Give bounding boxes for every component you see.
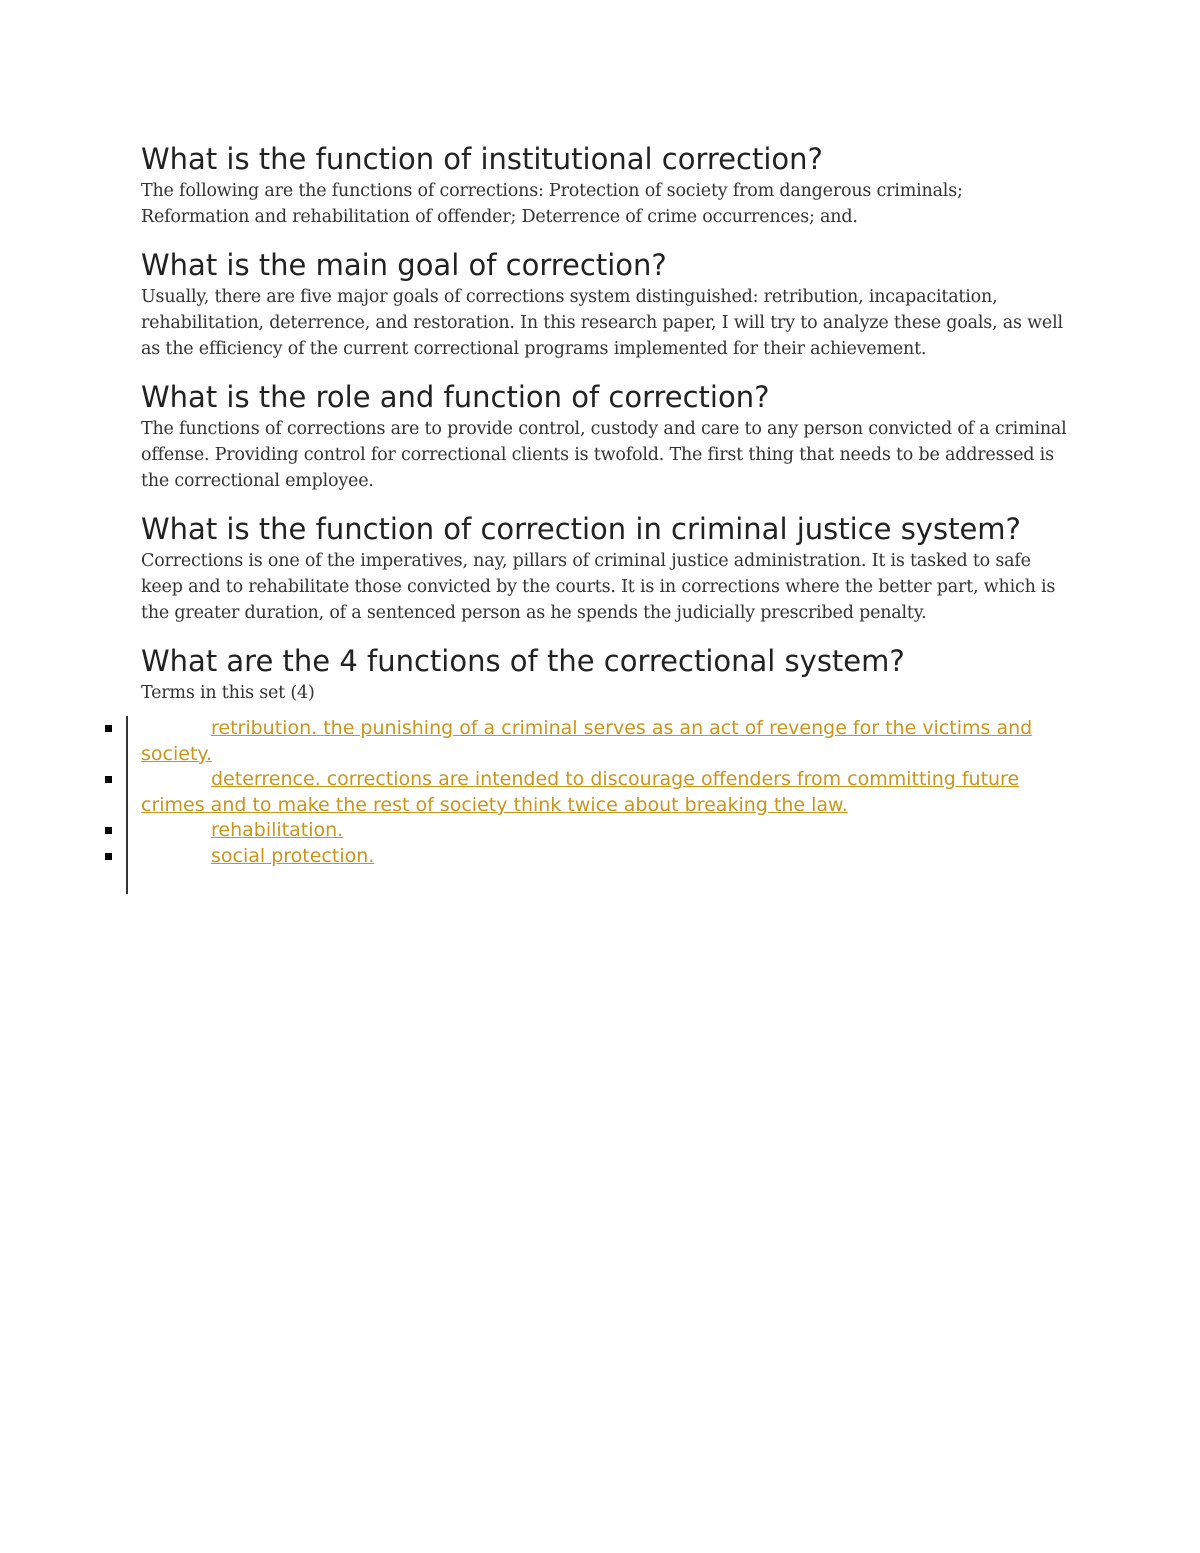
functions-list-container: [141, 716, 1071, 869]
section-body: The following are the functions of corrections: Protection of society from dangerous criminals; Reformation and rehabilitation of offender; Deterrence of crime occurrences; and.: [141, 181, 963, 227]
list-item-link[interactable]: rehabilitation.: [211, 819, 344, 841]
section-body: Terms in this set (4): [141, 683, 315, 703]
list-item-link[interactable]: social protection.: [211, 844, 375, 867]
list-item: [141, 716, 1071, 767]
section-body: The functions of corrections are to provide control, custody and care to any person convicted of a criminal offense. Providing control for correctional clients is twofold. The first thing that needs to be addressed is the correctional employee.: [141, 419, 1067, 491]
section-heading: What is the main goal of correction?: [141, 248, 667, 282]
list-margin-bar: [126, 716, 128, 894]
square-bullet-icon: [105, 725, 112, 732]
list-item-link[interactable]: retribution. the punishing of a criminal serves as an act of revenge for the victims and society.: [141, 717, 1033, 765]
section-heading: What is the function of institutional correction?: [141, 142, 823, 176]
functions-list: [141, 716, 1071, 869]
section-role-function: [141, 378, 1071, 494]
section-body: Usually, there are five major goals of corrections system distinguished: retribution, incapacitation, rehabilitation, deterrence, and restoration. In this research paper, I will try to analyze these goals, as well as the efficiency of the current correctional programs implemented for their achievement.: [141, 287, 1063, 359]
section-body: Corrections is one of the imperatives, nay, pillars of criminal justice administration. It is tasked to safe keep and to rehabilitate those convicted by the courts. It is in corrections where the better part, which is the greater duration, of a sentenced person as he spends the judicially prescribed penalty.: [141, 551, 1056, 623]
square-bullet-icon: [105, 853, 112, 860]
section-four-functions: [141, 642, 1071, 706]
list-item: [141, 767, 1071, 818]
square-bullet-icon: [105, 776, 112, 783]
section-criminal-justice: [141, 510, 1071, 626]
section-main-goal: [141, 246, 1071, 362]
list-item: [141, 818, 1071, 844]
document-content: [141, 140, 1071, 869]
section-heading: What is the function of correction in criminal justice system?: [141, 512, 1021, 546]
section-institutional-correction: [141, 140, 1071, 230]
list-item-link[interactable]: deterrence. corrections are intended to discourage offenders from committing future crimes and to make the rest of society think twice about breaking the law.: [141, 768, 1020, 816]
square-bullet-icon: [105, 827, 112, 834]
section-heading: What is the role and function of correction?: [141, 380, 770, 414]
list-item: [141, 844, 1071, 870]
section-heading: What are the 4 functions of the correctional system?: [141, 644, 905, 678]
